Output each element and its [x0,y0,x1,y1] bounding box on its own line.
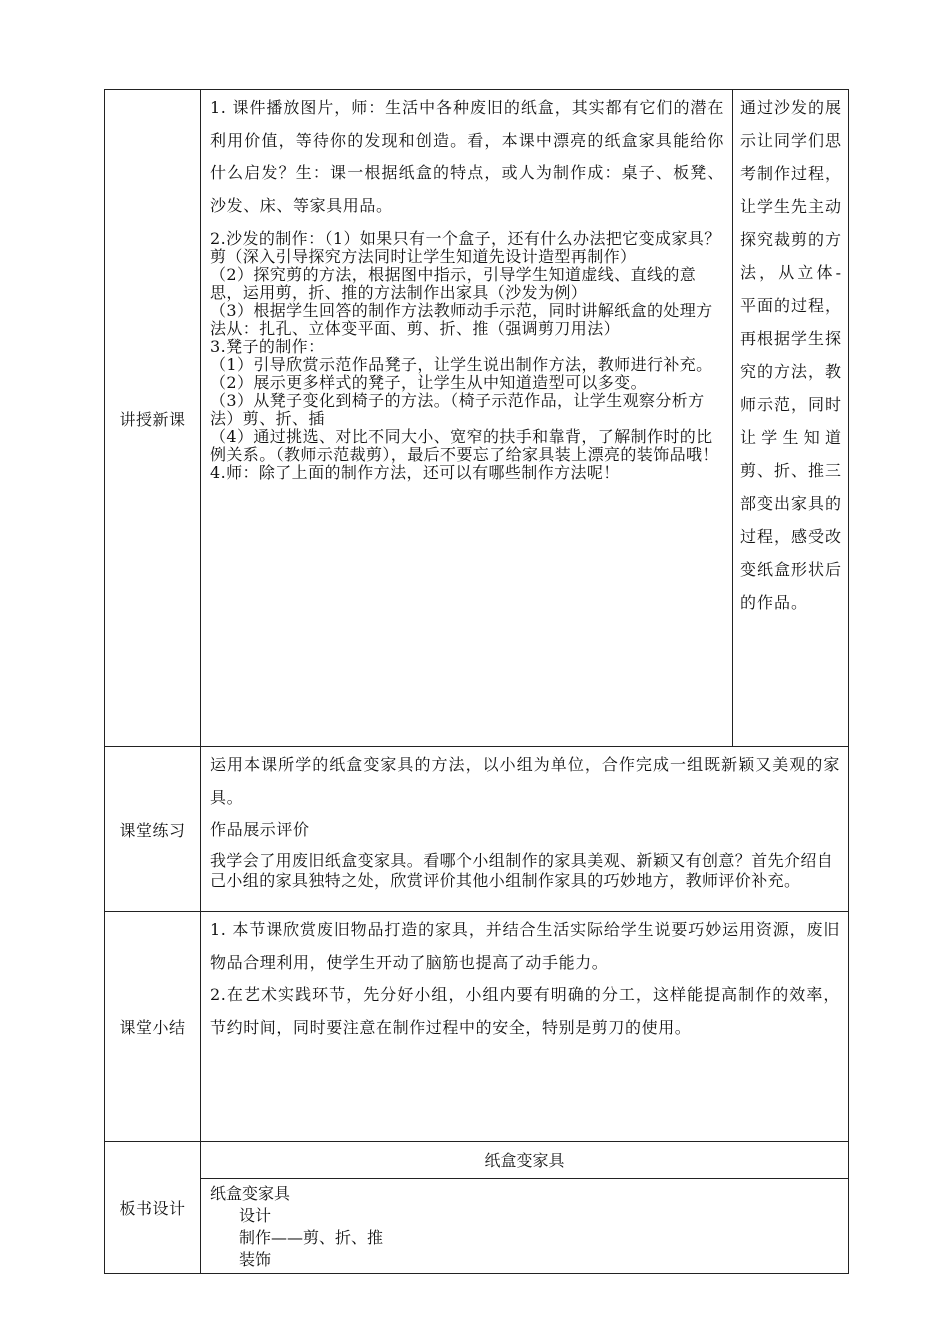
lecture-paragraph: （3）从凳子变化到椅子的方法。（椅子示范作品，让学生观察分析方法）剪、折、插 [210,391,705,428]
lecture-paragraph: （4）通过挑选、对比不同大小、宽窄的扶手和靠背，了解制作时的比例关系。（教师示范裁剪），最后不要忘了给家具装上漂亮的装饰品哦！ [210,427,719,464]
board-line: 设计 [239,1206,272,1225]
practice-paragraph: 运用本课所学的纸盒变家具的方法，以小组为单位，合作完成一组既新颖又美观的家具。 [210,755,840,807]
lecture-intent [733,90,849,747]
design-intent-text: 通过沙发的展示让同学们思考制作过程，让学生先主动探究裁剪的方法，从立体-平面的过程，再根据学生探究的方法，教师示范，同时让学生知道剪、折、推三部变出家具的过程，感受改变纸盒形状后的作品。 [740,98,843,612]
practice-label: 课堂练习 [105,747,201,912]
board-content [201,1142,849,1274]
board-label: 板书设计 [105,1142,201,1274]
practice-paragraph: 作品展示评价 [210,820,310,839]
lecture-row [105,90,849,747]
summary-paragraph: 1. 本节课欣赏废旧物品打造的家具，并结合生活实际给学生说要巧妙运用资源，废旧物品合理利用，使学生开动了脑筋也提高了动手能力。 [210,920,840,972]
lecture-content [201,90,733,747]
lecture-paragraph: 3.凳子的制作： [210,337,325,356]
practice-content [201,747,849,912]
lecture-paragraph: 1. 课件播放图片，师：生活中各种废旧的纸盒，其实都有它们的潜在利用价值，等待你的发现和创造。看，本课中漂亮的纸盒家具能给你什么启发？生：课一根据纸盒的特点，或人为制作成：桌子、板凳、沙发、床、等家具用品。 [210,98,724,215]
board-line: 装饰 [239,1250,272,1269]
summary-row [105,912,849,1142]
lecture-paragraph: （1）引导欣赏示范作品凳子，让学生说出制作方法，教师进行补充。 [210,355,713,374]
lecture-paragraph: （2）展示更多样式的凳子，让学生从中知道造型可以多变。 [210,373,647,392]
summary-paragraph: 2.在艺术实践环节，先分好小组，小组内要有明确的分工，这样能提高制作的效率，节约时间，同时要注意在制作过程中的安全，特别是剪刀的使用。 [210,985,840,1037]
board-row [105,1142,849,1274]
board-line: 制作——剪、折、推 [239,1228,384,1247]
lesson-plan-table [104,89,849,1274]
summary-content [201,912,849,1142]
lecture-label: 讲授新课 [105,90,201,747]
board-heading: 纸盒变家具 [210,1184,291,1203]
lecture-paragraph: 4.师：除了上面的制作方法，还可以有哪些制作方法呢！ [210,463,620,482]
practice-paragraph: 我学会了用废旧纸盒变家具。看哪个小组制作的家具美观、新颖又有创意？首先介绍自己小组的家具独特之处，欣赏评价其他小组制作家具的巧妙地方，教师评价补充。 [210,850,834,890]
lecture-paragraph: （2）探究剪的方法，根据图中指示，引导学生知道虚线、直线的意思，运用剪，折、推的方法制作出家具（沙发为例） [210,265,697,302]
lecture-paragraph: （3）根据学生回答的制作方法教师动手示范，同时讲解纸盒的处理方法从：扎孔、立体变平面、剪、折、推（强调剪刀用法） [210,301,713,338]
summary-label: 课堂小结 [105,912,201,1142]
lecture-paragraph: 2.沙发的制作：（1）如果只有一个盒子，还有什么办法把它变成家具？剪（深入引导探究方法同时让学生知道先设计造型再制作） [210,229,721,266]
board-title: 纸盒变家具 [484,1151,565,1170]
practice-row [105,747,849,912]
